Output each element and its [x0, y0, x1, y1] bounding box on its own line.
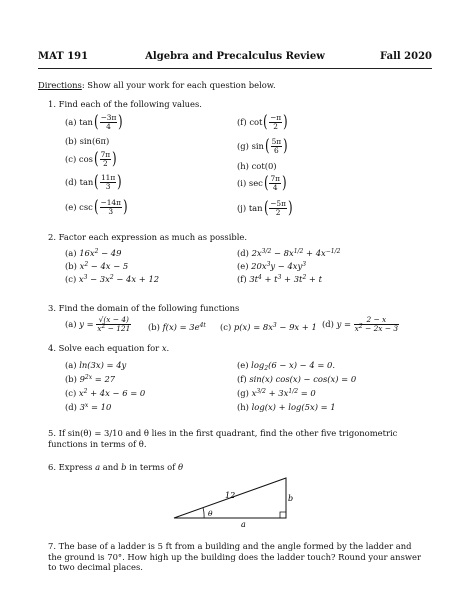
q1-item-g: (g) sin( $\frac{5\pi}{6}$ ) — [237, 136, 288, 156]
q4-item-h: (h) log(x) + log(5x) = 1 — [237, 402, 336, 412]
q4-item-g: (g) $x^{3/2} + 3x^{1/2} = 0$ — [237, 388, 316, 398]
theta-label: θ — [208, 509, 213, 518]
q1-item-c: (c) cos( $\frac{7\pi}{2}$ ) — [65, 149, 117, 169]
angle-arc — [203, 508, 204, 518]
q2-item-b: (b) $x^2 - 4x - 5$ — [65, 261, 129, 271]
q3-prompt: 3. Find the domain of the following functions — [48, 303, 240, 313]
q2-item-f: (f) $3t^4 + t^3 + 3t^2 + t$ — [237, 274, 322, 284]
side-b-label: b — [288, 494, 294, 503]
q7-text: 7. The base of a ladder is 5 ft from a building and the angle formed by the ladder and the ground is 70°. How high up the building does the ladder touch? Round your answer to two decimal places. — [48, 541, 421, 572]
side-a-label: a — [241, 520, 246, 529]
directions-label: Directions — [38, 80, 82, 90]
q3-item-d: (d) y = $\frac{2 - x}{x^2 - 2x - 3}$ — [322, 315, 399, 333]
q2-item-d: (d) $2x^{3/2} - 8x^{1/2} + 4x^{-1/2}$ — [237, 248, 341, 258]
q2-item-a: (a) $16x^2 - 49$ — [65, 248, 122, 258]
q4-item-a: (a) ln(3x) = 4y — [65, 360, 127, 370]
q2-col-right — [237, 248, 340, 287]
q3-item-a: (a) y = $\frac{√(x - 4)}{x^2 - 121}$ — [65, 315, 131, 333]
q1-item-d: (d) tan( $\frac{11\pi}{3}$ ) — [65, 172, 122, 192]
q1-col-right — [237, 114, 294, 222]
q4-item-b: (b) $9^{2x} = 27$ — [65, 374, 116, 384]
header-rule — [38, 68, 432, 69]
q4-col-left — [65, 360, 145, 416]
term: Fall 2020 — [380, 51, 432, 62]
right-triangle-diagram — [170, 474, 305, 530]
q4-item-d: (d) $3^x = 10$ — [65, 402, 112, 412]
q1-item-j: (j) tan( $\frac{-5\pi}{2}$ ) — [237, 198, 293, 218]
q4-item-e: (e) $\log_2(6 - x) - 4 = 0$. — [237, 360, 336, 372]
q4-item-c: (c) $x^2 + 4x - 6 = 0$ — [65, 388, 146, 398]
q1-item-e: (e) csc( $\frac{-14\pi}{3}$ ) — [65, 197, 128, 217]
page-header — [38, 51, 432, 65]
q3-item-b: (b) $f(x) = 3e^{4t}$ — [148, 322, 206, 332]
q1-item-h: (h) cot(0) — [237, 161, 277, 171]
q1-item-i: (i) sec( $\frac{7\pi}{4}$ ) — [237, 173, 287, 193]
q1-item-b: (b) sin(6π) — [65, 136, 110, 146]
q2-col-left — [65, 248, 159, 287]
q3-item-c: (c) $p(x) = 8x^3 - 9x + 1$ — [220, 322, 317, 332]
course-code: MAT 191 — [38, 51, 89, 62]
right-angle-marker — [280, 512, 286, 518]
page-title: Algebra and Precalculus Review — [145, 51, 325, 62]
q4-item-f: (f) sin(x) cos(x) − cos(x) = 0 — [237, 374, 357, 384]
q5-text: 5. If sin(θ) = 3/10 and θ lies in the first quadrant, find the other five trigonometric functions in terms of θ. — [48, 428, 398, 449]
q1-item-a: (a) tan( $\frac{-3\pi}{4}$ ) — [65, 112, 124, 132]
q4-col-right — [237, 360, 356, 416]
hypotenuse-label: 12 — [225, 491, 236, 500]
directions — [38, 80, 276, 91]
q2-prompt: 2. Factor each expression as much as possible. — [48, 232, 248, 242]
q6-prompt: 6. Express a and b in terms of θ — [48, 462, 184, 472]
q1-item-f: (f) cot( $\frac{-\pi}{2}$ ) — [237, 112, 288, 132]
q2-item-c: (c) $x^3 - 3x^2 - 4x + 12$ — [65, 274, 160, 284]
q1-prompt: 1. Find each of the following values. — [48, 99, 202, 109]
q1-col-left — [65, 114, 129, 221]
q2-item-e: (e) $20x^3y - 4xy^3$ — [237, 261, 307, 271]
q4-prompt: 4. Solve each equation for x. — [48, 343, 170, 353]
directions-text: : Show all your work for each question below. — [81, 80, 276, 90]
